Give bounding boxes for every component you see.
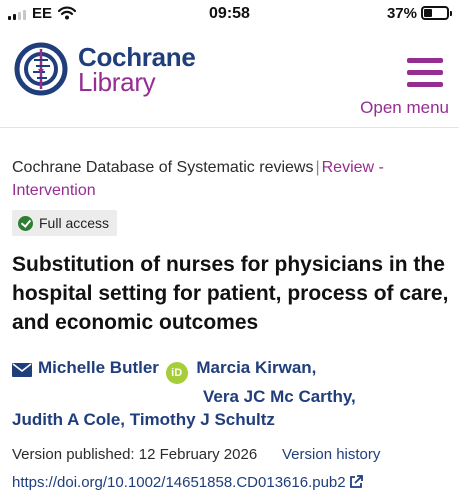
external-link-icon — [349, 475, 363, 489]
open-menu-button[interactable]: Open menu — [360, 98, 449, 117]
envelope-icon[interactable] — [12, 363, 32, 377]
hamburger-menu-icon[interactable] — [407, 58, 445, 92]
doi-text: https://doi.org/10.1002/14651858.CD013616.pub2 — [12, 474, 346, 491]
author-name[interactable]: Marcia Kirwan, — [196, 358, 317, 377]
author-name[interactable]: Vera JC Mc Carthy, — [203, 387, 356, 406]
battery-icon — [421, 6, 449, 20]
brand-product: Library — [78, 67, 156, 97]
author-row-3 — [12, 410, 275, 430]
brand-name: Cochrane — [78, 42, 196, 72]
access-badge — [12, 210, 117, 236]
breadcrumb — [12, 156, 452, 202]
carrier-name: EE — [32, 5, 53, 22]
cochrane-logo-icon[interactable] — [12, 40, 70, 98]
breadcrumb-separator: | — [315, 159, 320, 176]
brand-wordmark[interactable] — [78, 42, 196, 97]
review-type[interactable]: Review - Intervention — [12, 159, 384, 199]
article-title: Substitution of nurses for physicians in the hospital setting for patient, process of care, and economic outcomes — [12, 253, 449, 334]
check-circle-icon — [18, 216, 33, 231]
author-name[interactable]: Michelle Butler — [38, 358, 159, 377]
author-row-2 — [203, 387, 356, 407]
author-name[interactable]: Timothy J Schultz — [129, 410, 275, 429]
battery-level-fill — [424, 9, 432, 17]
doi-link[interactable] — [12, 474, 363, 491]
version-published: Version published: 12 February 2026 — [12, 446, 258, 463]
clock: 09:58 — [209, 5, 250, 22]
version-history-link[interactable]: Version history — [282, 446, 381, 463]
site-header — [0, 28, 459, 128]
battery-percent: 37% — [386, 5, 417, 22]
orcid-icon[interactable]: iD — [166, 362, 188, 384]
database-name[interactable]: Cochrane Database of Systematic reviews — [12, 159, 314, 176]
author-name[interactable]: Judith A Cole, — [12, 410, 126, 429]
author-row-1 — [38, 358, 316, 384]
status-bar — [0, 0, 459, 28]
access-badge-label: Full access — [39, 215, 110, 231]
